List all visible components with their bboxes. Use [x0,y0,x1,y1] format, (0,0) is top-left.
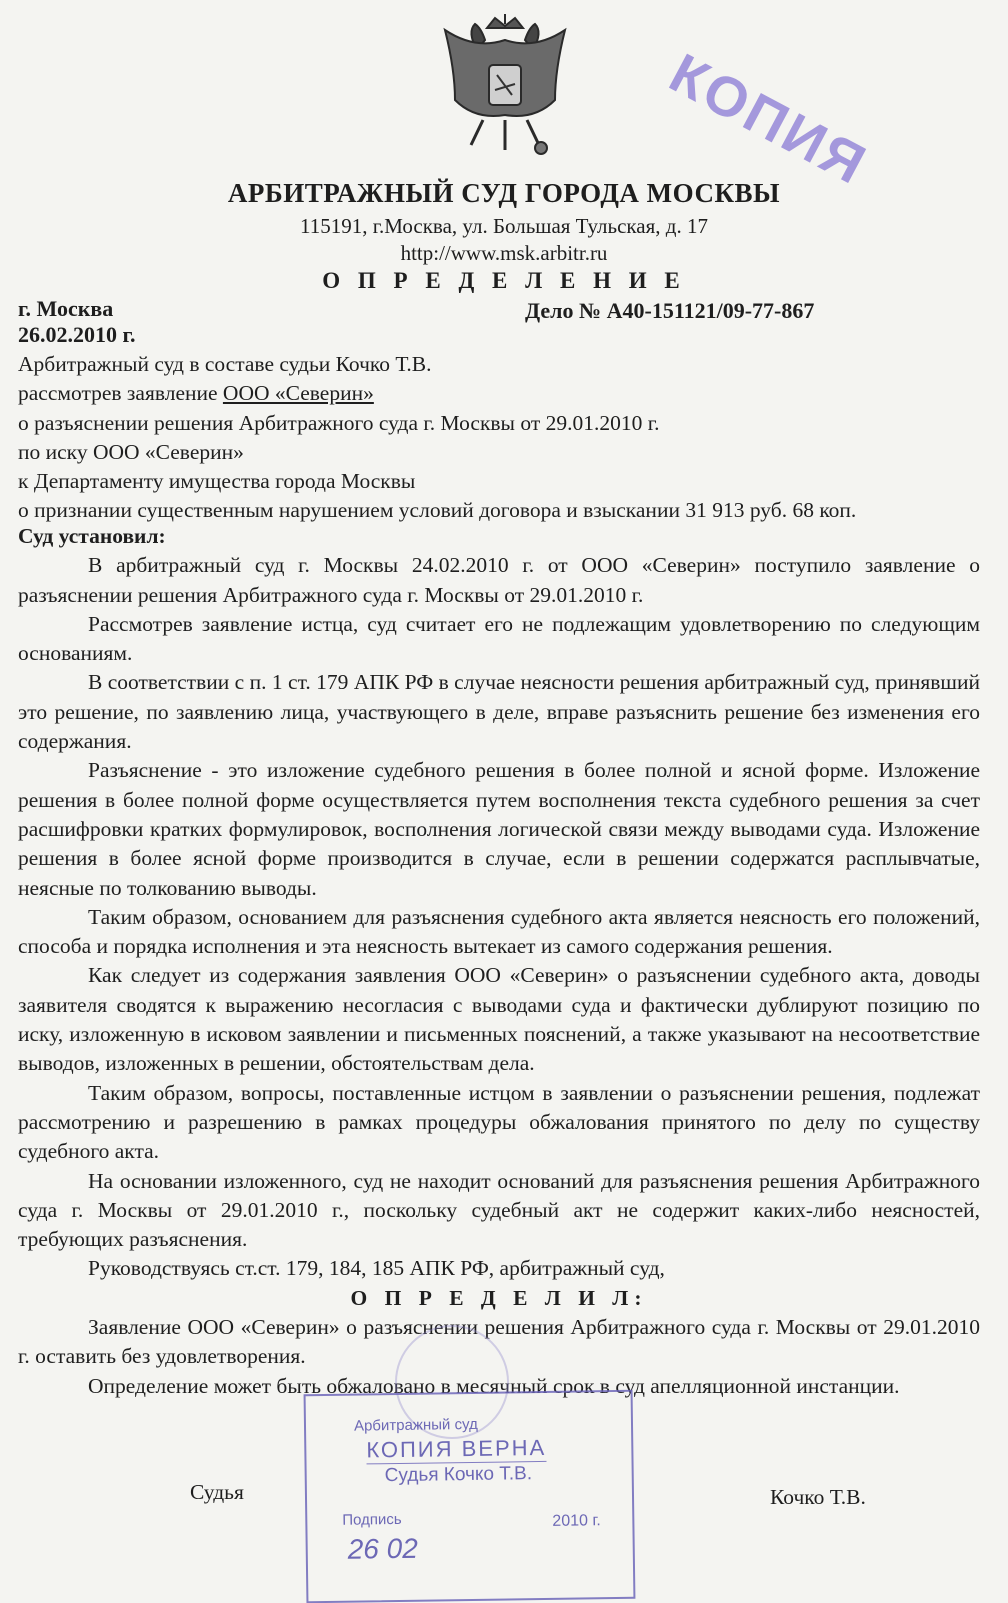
russian-coat-of-arms-icon [437,10,573,160]
preamble-line: к Департаменту имущества города Москвы [18,469,416,494]
copy-stamp: КОПИЯ [659,40,879,197]
paragraph: Разъяснение - это изложение судебного решения в более полной и ясной форме. Изложение решения в более полной форме осуществляется путем восполнения текста судебного решения за счет расшифровки кратких формулировок, восполнения логической связи между выводами суда. Изложение решения в более ясной форме производится в случае, если в решении содержатся расплывчатые, неясные по толкованию выводы. [18,758,980,900]
stamp-org: Арбитражный суд [353,1415,478,1435]
city: г. Москва [18,296,114,321]
stamp-date-handwritten: 26 02 [347,1532,419,1565]
preamble-line [18,379,983,408]
case-number: Дело № А40-151121/09-77-867 [525,298,815,323]
stamp-title: КОПИЯ ВЕРНА [366,1434,547,1463]
court-address: 115191, г.Москва, ул. Большая Тульская, д. 17 [300,214,708,238]
document-body [18,522,980,1401]
stamp-sign-label: Подпись [342,1510,402,1529]
document-title: О П Р Е Д Е Л Е Н И Е [322,268,686,293]
judge-name: Кочко Т.В. [770,1485,866,1509]
paragraph: Заявление ООО «Северин» о разъяснении решения Арбитражного суда г. Москвы от 29.01.2010 г. оставить без удовлетворения. [18,1315,980,1369]
applicant-name: ООО «Северин» [222,381,374,406]
preamble-line: Арбитражный суд в составе судьи Кочко Т.В. [18,352,432,376]
signature-label: Судья [190,1480,244,1504]
court-name: АРБИТРАЖНЫЙ СУД ГОРОДА МОСКВЫ [227,178,781,208]
ruling-heading: О П Р Е Д Е Л И Л: [350,1285,648,1310]
paragraph: Руководствуясь ст.ст. 179, 184, 185 АПК РФ, арбитражный суд, [88,1256,665,1281]
section-heading: Суд установил: [18,524,166,548]
court-url: http://www.msk.arbitr.ru [400,241,608,265]
preamble-line: о разъяснении решения Арбитражного суда г. Москвы от 29.01.2010 г. [18,410,660,435]
paragraph: На основании изложенного, суд не находит оснований для разъяснения решения Арбитражного суда г. Москвы от 29.01.2010 г., поскольку судебный акт не содержит каких-либо неясностей, требующих разъяснения. [18,1168,980,1252]
paragraph: В соответствии с п. 1 ст. 179 АПК РФ в случае неясности решения арбитражный суд, принявший это решение, по заявлению лица, участвующего в деле, вправе разъяснить решение без изменения его содержания. [18,670,980,754]
stamp-year: 2010 г. [552,1512,601,1530]
paragraph: Таким образом, основанием для разъяснения судебного акта является неясность его положений, способа и порядка исполнения и эта неясность вытекает из самого содержания решения. [18,904,980,959]
preamble-text: рассмотрев заявление [18,381,223,406]
document-date: 26.02.2010 г. [18,322,136,347]
preamble-line: по иску ООО «Северин» [18,439,244,464]
preamble [18,350,983,526]
paragraph: Таким образом, вопросы, поставленные истцом в заявлении о разъяснении решения, подлежат рассмотрению и разрешению в рамках процедуры обжалования принятого по делу по существу судебного акта. [18,1080,980,1164]
paragraph: В арбитражный суд г. Москвы 24.02.2010 г. от ООО «Северин» поступило заявление о разъяснении решения Арбитражного суда г. Москвы от 29.01.2010 г. [18,553,980,607]
certified-copy-stamp [304,1390,636,1603]
paragraph: Определение может быть обжаловано в месячный срок в суд апелляционной инстанции. [88,1373,900,1398]
paragraph: Рассмотрев заявление истца, суд считает его не подлежащим удовлетворению по следующим основаниям. [18,611,980,666]
preamble-line: о признании существенным нарушением условий договора и взыскании 31 913 руб. 68 коп. [18,498,857,523]
paragraph: Как следует из содержания заявления ООО «Северин» о разъяснении судебного акта, доводы заявителя сводятся к выражению несогласия с выводами суда и фактически дублируют позицию по иску, изложенную в исковом заявлении и письменных пояснений, а также указывают на несоответствие выводов, изложенных в решении, обстоятельствам дела. [18,963,980,1076]
stamp-judge: Судья Кочко Т.В. [384,1463,533,1487]
